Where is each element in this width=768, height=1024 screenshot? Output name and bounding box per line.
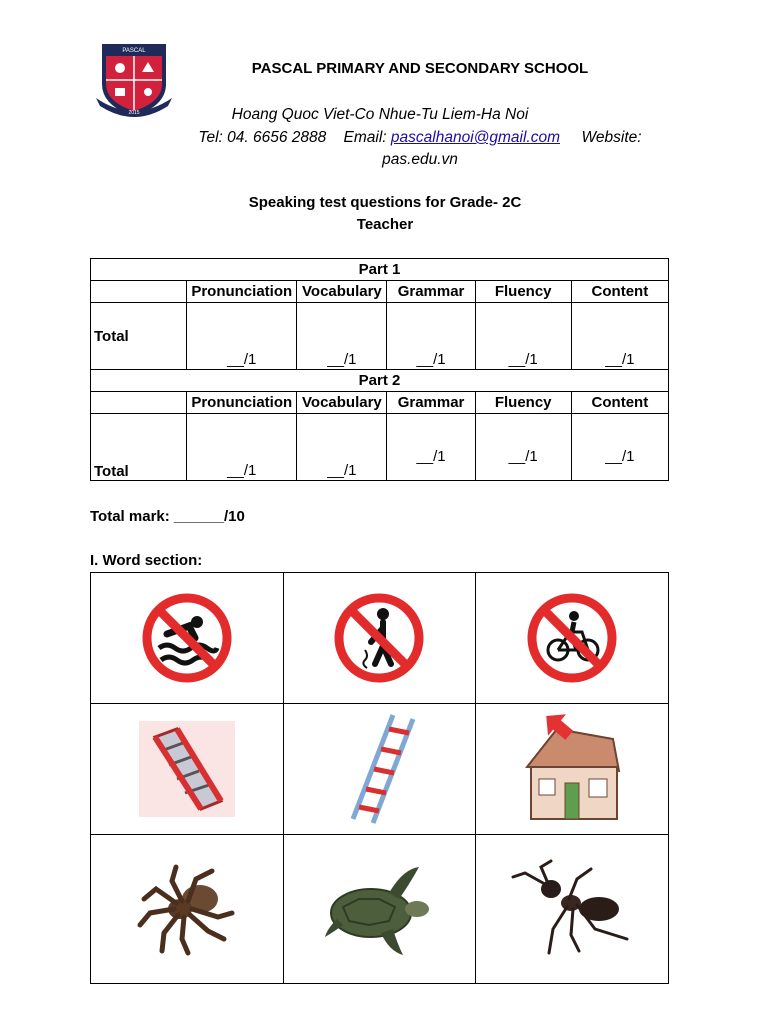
picture-cell: [283, 704, 476, 835]
test-title: Speaking test questions for Grade- 2C: [248, 194, 522, 211]
col-content: Content: [571, 392, 668, 414]
mark-cell[interactable]: __/1: [571, 414, 668, 481]
total-mark: Total mark: ______/10: [90, 508, 245, 525]
school-contact: [150, 127, 690, 171]
no-littering-sign-icon: [329, 588, 429, 688]
website-label: Website:: [581, 129, 642, 146]
ant-icon: [507, 859, 637, 959]
school-name: PASCAL PRIMARY AND SECONDARY SCHOOL: [251, 60, 589, 77]
picture-cell: [476, 704, 669, 835]
picture-grid: [90, 572, 669, 984]
picture-cell: [91, 835, 284, 984]
picture-cell: [476, 835, 669, 984]
test-subtitle: Teacher: [356, 216, 414, 233]
col-content: Content: [571, 281, 668, 303]
score-table: [90, 258, 669, 481]
col-pronunciation: Pronunciation: [187, 392, 297, 414]
picture-cell: [91, 573, 284, 704]
website: pas.edu.vn: [382, 151, 458, 168]
no-cycling-sign-icon: [522, 588, 622, 688]
word-section-title: I. Word section:: [90, 552, 203, 569]
stairs-icon: [137, 717, 237, 821]
email-label: Email:: [343, 129, 387, 146]
col-pronunciation: Pronunciation: [187, 281, 297, 303]
total-label: Total: [91, 303, 187, 370]
picture-cell: [476, 573, 669, 704]
col-vocabulary: Vocabulary: [297, 281, 387, 303]
logo-text: PASCAL: [122, 48, 146, 54]
mark-cell[interactable]: __/1: [297, 414, 387, 481]
total-label: Total: [91, 414, 187, 481]
school-address: Hoang Quoc Viet-Co Nhue-Tu Liem-Ha Noi: [231, 106, 529, 123]
email-link[interactable]: pascalhanoi@gmail.com: [390, 129, 560, 146]
tel: Tel: 04. 6656 2888: [198, 129, 327, 146]
col-fluency: Fluency: [475, 392, 571, 414]
part1-title: Part 1: [91, 259, 669, 281]
picture-cell: [91, 704, 284, 835]
house-with-arrow-icon: [517, 709, 627, 829]
turtle-icon: [319, 859, 439, 959]
mark-cell[interactable]: __/1: [387, 414, 475, 481]
picture-cell: [283, 835, 476, 984]
spider-icon: [132, 859, 242, 959]
logo-year: 2015: [128, 110, 140, 116]
mark-cell[interactable]: __/1: [475, 303, 571, 370]
col-fluency: Fluency: [475, 281, 571, 303]
no-swimming-sign-icon: [137, 588, 237, 688]
col-vocabulary: Vocabulary: [297, 392, 387, 414]
ladder-icon: [329, 709, 429, 829]
mark-cell[interactable]: __/1: [387, 303, 475, 370]
col-grammar: Grammar: [387, 281, 475, 303]
mark-cell[interactable]: __/1: [187, 414, 297, 481]
mark-cell[interactable]: __/1: [571, 303, 668, 370]
mark-cell[interactable]: __/1: [187, 303, 297, 370]
mark-cell[interactable]: __/1: [475, 414, 571, 481]
picture-cell: [283, 573, 476, 704]
mark-cell[interactable]: __/1: [297, 303, 387, 370]
col-grammar: Grammar: [387, 392, 475, 414]
part2-title: Part 2: [91, 370, 669, 392]
